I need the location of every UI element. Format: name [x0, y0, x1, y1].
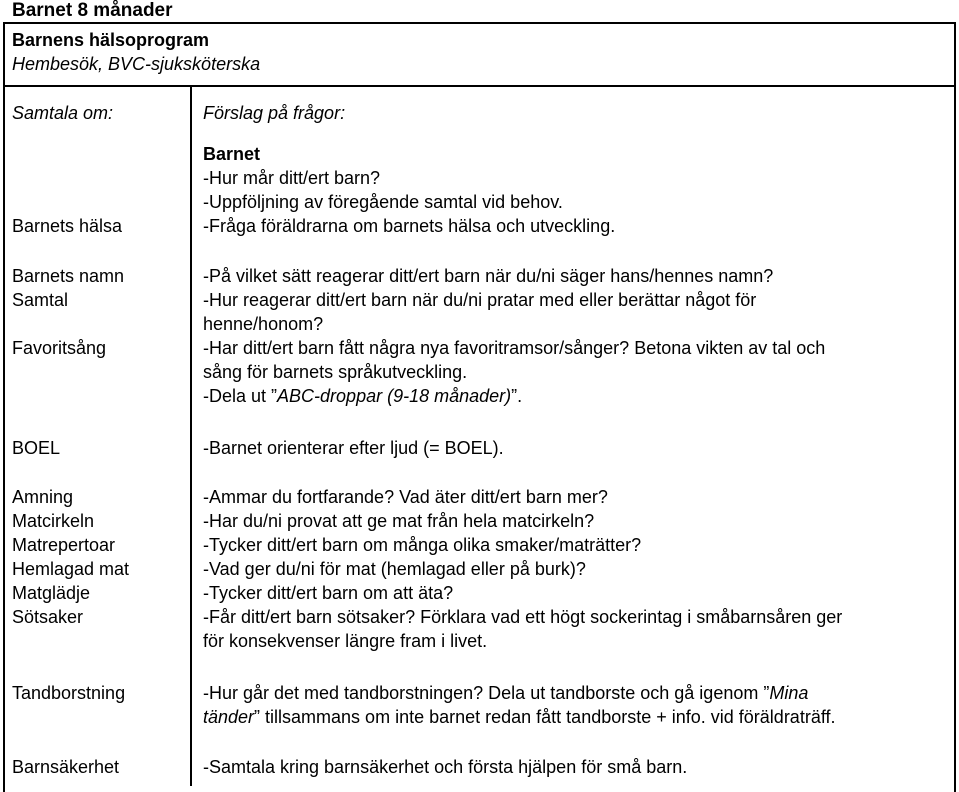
topic-group-boel — [12, 436, 60, 460]
question-line: -Barnet orienterar efter ljud (= BOEL). — [203, 438, 504, 458]
question-group-safety — [203, 755, 948, 779]
program-title: Barnens hälsoprogram — [12, 30, 210, 50]
topic-item: Amning — [12, 487, 74, 507]
text-fragment-italic: ABC-droppar (9-18 månader) — [277, 386, 512, 406]
right-heading: Förslag på frågor: — [203, 103, 346, 123]
question-line-abc — [203, 384, 948, 408]
left-heading: Samtala om: — [12, 103, 114, 123]
question-group-boel — [203, 436, 948, 460]
question-line: -På vilket sätt reagerar ditt/ert barn när du/ni säger hans/hennes namn? — [203, 266, 774, 286]
topic-item: BOEL — [12, 438, 61, 458]
question-line: -Tycker ditt/ert barn om att äta? — [203, 583, 454, 603]
topic-item: Matglädje — [12, 583, 91, 603]
page-title: Barnet 8 månader — [12, 0, 173, 21]
topic-item: Matrepertoar — [12, 535, 116, 555]
topic-group-teeth — [12, 681, 125, 705]
question-line: -Hur reagerar ditt/ert barn när du/ni pratar med eller berättar något för — [203, 290, 757, 310]
question-line: -Hur mår ditt/ert barn? — [203, 168, 381, 188]
topic-group-language — [12, 264, 124, 360]
column-divider — [190, 86, 192, 786]
topic-item: Barnets namn — [12, 266, 125, 286]
question-line: -Har ditt/ert barn fått några nya favoritramsor/sånger? Betona vikten av tal och — [203, 338, 826, 358]
topic-item: Hemlagad mat — [12, 559, 130, 579]
question-group-health — [203, 142, 948, 238]
question-line: -Har du/ni provat att ge mat från hela matcirkeln? — [203, 511, 595, 531]
question-line: -Ammar du fortfarande? Vad äter ditt/ert barn mer? — [203, 487, 608, 507]
text-fragment-italic: tänder — [203, 707, 255, 727]
topic-item: Matcirkeln — [12, 511, 95, 531]
question-line: -Uppföljning av föregående samtal vid behov. — [203, 192, 563, 212]
program-subtitle: Hembesök, BVC-sjuksköterska — [12, 54, 261, 74]
question-line — [203, 705, 948, 729]
question-line: för konsekvenser längre fram i livet. — [203, 631, 488, 651]
topic-group-safety — [12, 755, 119, 779]
question-group-food — [203, 485, 948, 653]
topic-item: Barnsäkerhet — [12, 757, 120, 777]
text-fragment-italic: Mina — [769, 683, 809, 703]
topic-item: Barnets hälsa — [12, 216, 123, 236]
question-group-teeth — [203, 681, 948, 729]
text-fragment: ” tillsammans om inte barnet redan fått tandborste + info. vid föräldraträff. — [254, 707, 836, 727]
question-line: -Får ditt/ert barn sötsaker? Förklara vad ett högt sockerintag i småbarnsåren ger — [203, 607, 843, 627]
topic-group-food — [12, 485, 129, 629]
text-fragment: -Dela ut ” — [203, 386, 278, 406]
question-line: -Samtala kring barnsäkerhet och första hjälpen för små barn. — [203, 757, 688, 777]
text-fragment: -Hur går det med tandborstningen? Dela ut tandborste och gå igenom ” — [203, 683, 770, 703]
question-line: -Vad ger du/ni för mat (hemlagad eller på burk)? — [203, 559, 586, 579]
text-fragment: ”. — [511, 386, 523, 406]
topic-group-health — [12, 214, 122, 238]
question-group-language — [203, 264, 948, 408]
topic-spacer — [12, 312, 124, 336]
section-label: Barnet — [203, 144, 261, 164]
topic-item: Sötsaker — [12, 607, 84, 627]
topic-item: Favoritsång — [12, 338, 107, 358]
question-line: henne/honom? — [203, 314, 324, 334]
question-line — [203, 681, 948, 705]
header-divider — [3, 85, 956, 87]
question-line: -Tycker ditt/ert barn om många olika smaker/maträtter? — [203, 535, 642, 555]
question-line: -Fråga föräldrarna om barnets hälsa och utveckling. — [203, 216, 616, 236]
topic-item: Tandborstning — [12, 683, 126, 703]
topic-item: Samtal — [12, 290, 69, 310]
question-line: sång för barnets språkutveckling. — [203, 362, 468, 382]
